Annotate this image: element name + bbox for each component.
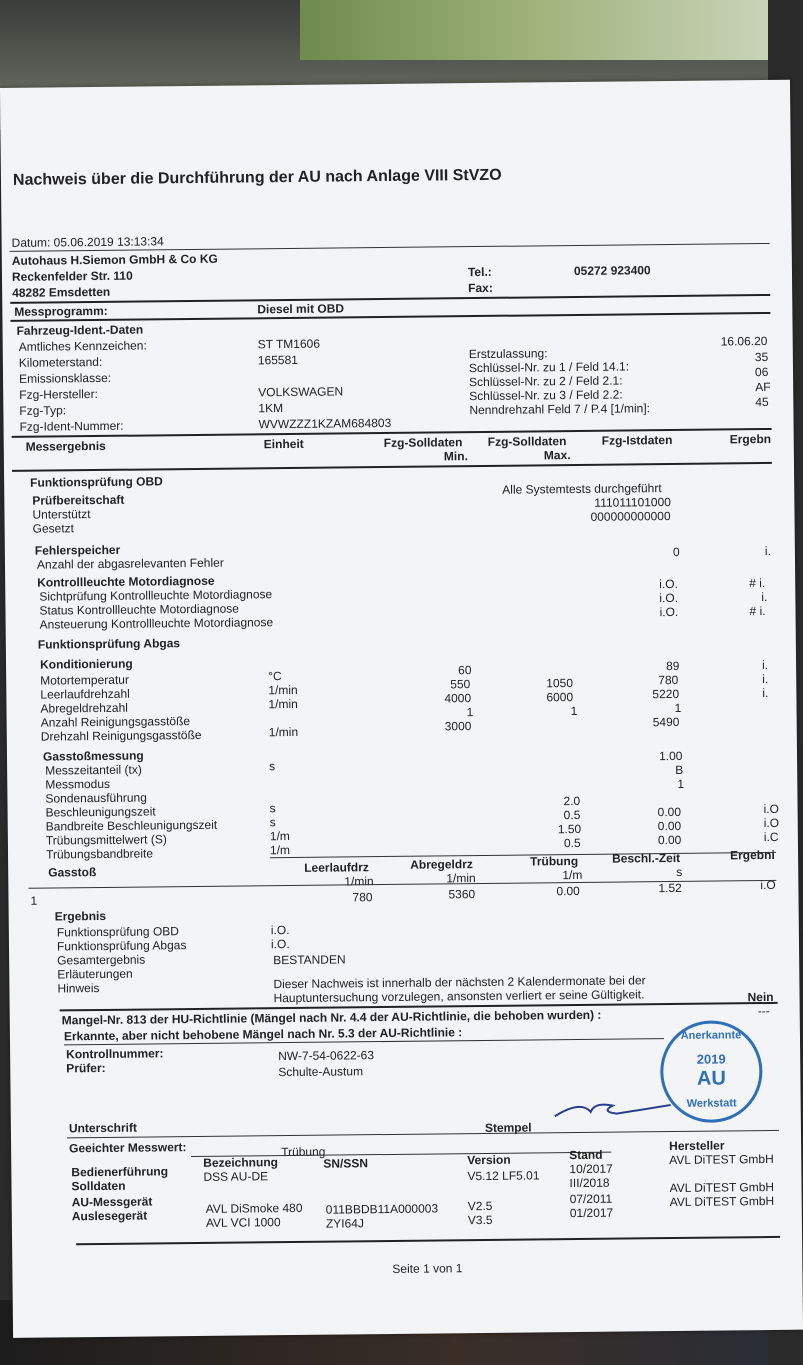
ergebnis-value: i.O.	[270, 923, 290, 938]
vehicle-label: Amtliches Kennzeichen:	[18, 338, 147, 354]
gs-ist: 1	[677, 776, 685, 791]
stamp-bottom-text: Werkstatt	[686, 1097, 737, 1110]
vehicle-label: Fzg-Hersteller:	[19, 386, 98, 402]
firm-street: Reckenfelder Str. 110	[11, 268, 133, 284]
gst-v3: 0.00	[556, 883, 580, 899]
fehlerspeicher-title: Fehlerspeicher	[34, 542, 121, 558]
tel-value: 05272 923400	[573, 263, 651, 278]
tel-label: Tel.:	[467, 264, 492, 280]
ver-value: V3.5	[467, 1212, 493, 1228]
ergebnis-title: Ergebnis	[54, 908, 107, 924]
gs-label: Messmodus	[45, 776, 111, 792]
geraet-row-label: Auslesegerät	[71, 1208, 148, 1224]
stempel-label: Stempel	[484, 1120, 532, 1135]
pruefer-label: Prüfer:	[66, 1060, 106, 1076]
gst-h-beschl: Beschl.-Zeit	[612, 850, 681, 866]
vehicle-right-value: 45	[755, 394, 769, 410]
bez-value: DSS AU-DE	[203, 1169, 269, 1184]
ergebnis-label: Hinweis	[57, 981, 100, 996]
vehicle-right-label: Erstzulassung:	[468, 346, 548, 362]
gesetzt-label: Gesetzt	[32, 521, 75, 536]
vehicle-label: Kilometerstand:	[18, 354, 103, 370]
kl-row-result: # i.	[749, 576, 766, 591]
gs-result: i.O	[763, 801, 780, 817]
hinweis-line-2: Hauptuntersuchung vorzulegen, ansonsten verliert er seine Gültigkeit.	[273, 987, 645, 1006]
unterschrift-label: Unterschrift	[68, 1120, 137, 1136]
gst-v5: i.O	[760, 877, 776, 893]
kond-unit: °C	[268, 669, 282, 684]
au-certificate-sheet	[0, 80, 803, 1338]
document-title: Nachweis über die Durchführung der AU nach Anlage VIII StVZO	[12, 166, 502, 189]
ergebnis-value-gesamt: BESTANDEN	[273, 952, 346, 968]
ergebnis-label: Gesamtergebnis	[57, 952, 146, 968]
kond-ist: 5220	[652, 686, 680, 702]
gs-max: 0.5	[563, 807, 581, 823]
gs-ist: 0.00	[657, 818, 682, 834]
pruef-status: Alle Systemtests durchgeführt	[502, 481, 662, 497]
kontrollleuchte-title: Kontrollleuchte Motordiagnose	[37, 573, 215, 590]
geeicht-label: Geeichter Messwert:	[69, 1140, 187, 1156]
vehicle-right-label: Schlüssel-Nr. zu 2 / Feld 2.1:	[469, 373, 623, 390]
ergebnis-value: i.O.	[270, 937, 290, 952]
gs-ist: 0.00	[657, 804, 682, 820]
gs-label: Trübungsmittelwert (S)	[45, 832, 167, 848]
gs-label: Messzeitanteil (tx)	[45, 762, 142, 778]
kl-row-result: i.	[761, 589, 768, 605]
maengel-line-1-value2: ---	[757, 1003, 770, 1019]
ergebnis-label: Funktionsprüfung OBD	[56, 924, 179, 940]
kond-result: i.	[762, 671, 769, 687]
gasstossmessung-title: Gasstoßmessung	[42, 748, 144, 764]
kontrollnummer-label: Kontrollnummer:	[66, 1046, 164, 1062]
ergebnis-label: Funktionsprüfung Abgas	[56, 938, 187, 954]
stand-value: 10/2017	[569, 1161, 613, 1177]
gs-label: Beschleunigungszeit	[45, 804, 156, 820]
window-view-background	[300, 0, 768, 60]
kl-row-label: Status Kontrollleuchte Motordiagnose	[39, 601, 239, 618]
gst-h-ergebnis: Ergebni	[730, 847, 775, 863]
geraet-row-label: Solldaten	[71, 1178, 126, 1194]
gst-u4: s	[676, 864, 683, 879]
gst-u2: 1/min	[446, 871, 476, 886]
h-version: Version	[467, 1152, 511, 1168]
vehicle-right-label: Nenndrehzahl Feld 7 / P.4 [1/min]:	[469, 401, 651, 418]
divider	[12, 462, 772, 472]
vehicle-value: VOLKSWAGEN	[258, 384, 344, 400]
hersteller-value: AVL DiTEST GmbH	[669, 1151, 774, 1168]
hersteller-value: AVL DiTEST GmbH	[669, 1179, 775, 1196]
col-soll-max: Fzg-Solldaten	[487, 434, 567, 449]
ergebnis-label: Erläuterungen	[57, 966, 133, 982]
col-soll-min: Fzg-Solldaten	[383, 435, 463, 451]
abgas-section-title: Funktionsprüfung Abgas	[37, 636, 181, 652]
vehicle-value: ST TM1606	[257, 336, 321, 352]
kond-ist: 780	[658, 672, 679, 688]
h-sn: SN/SSN	[323, 1156, 369, 1171]
kond-label: Drehzahl Reinigungsgasstöße	[40, 727, 202, 744]
vehicle-right-value: 35	[754, 349, 769, 365]
gs-unit: s	[269, 815, 276, 830]
vehicle-label: Fzg-Ident-Nummer:	[19, 418, 124, 434]
kond-label: Leerlaufdrehzahl	[40, 686, 130, 702]
vehicle-section-title: Fahrzeug-Ident.-Daten	[16, 322, 144, 338]
gs-unit: s	[269, 759, 276, 774]
kond-label: Motortemperatur	[40, 672, 129, 688]
gs-result: i.C	[763, 829, 779, 845]
maengel-line-1: Mangel-Nr. 813 der HU-Richtlinie (Mängel nach Nr. 4.4 der AU-Richtlinie, die behoben wurden) :	[61, 1007, 602, 1028]
gst-v2: 5360	[448, 887, 476, 902]
h-bezeichnung: Bezeichnung	[203, 1155, 279, 1170]
gst-h-truebung: Trübung	[530, 853, 579, 869]
gs-result: i.O	[763, 815, 780, 831]
kond-unit: 1/min	[268, 696, 298, 712]
kl-row-label: Ansteuerung Kontrollleuchte Motordiagnose	[39, 615, 274, 632]
vehicle-right-label: Schlüssel-Nr. zu 3 / Feld 2.2:	[469, 387, 623, 404]
kond-ist: 5490	[652, 714, 680, 730]
gst-h-abregel: Abregeldrz	[410, 857, 473, 872]
bez-value: AVL VCI 1000	[205, 1215, 281, 1230]
kond-ist: 89	[666, 658, 680, 674]
vehicle-value: 1KM	[258, 401, 284, 416]
ver-value: V5.12 LF5.01	[467, 1168, 540, 1184]
kl-row-ist: i.O.	[659, 604, 679, 620]
gs-max: 2.0	[563, 793, 581, 809]
stand-value: 07/2011	[569, 1191, 613, 1207]
stand-value: 01/2017	[569, 1205, 614, 1221]
gs-ist: 1.00	[658, 748, 683, 764]
col-soll-max-sub: Max.	[543, 448, 571, 463]
gst-v4: 1.52	[658, 880, 682, 896]
col-ergebnis: Ergebn	[729, 431, 772, 447]
divider	[76, 1236, 780, 1245]
h-hersteller: Hersteller	[669, 1138, 725, 1154]
divider	[270, 852, 776, 858]
stamp-au: AU	[696, 1067, 726, 1090]
stamp-year: 2019	[696, 1051, 726, 1067]
divider	[10, 312, 770, 322]
gs-label: Trübungsbandbreite	[45, 846, 154, 862]
kontrollnummer-value: NW-7-54-0622-63	[278, 1048, 375, 1064]
kond-unit: 1/min	[268, 724, 299, 740]
stand-value: III/2018	[569, 1175, 610, 1191]
signature	[551, 1091, 691, 1122]
fax-label: Fax:	[468, 280, 493, 296]
firm-city: 48282 Emsdetten	[12, 284, 111, 300]
gs-ist: B	[675, 762, 684, 777]
gesetzt-value: 000000000000	[590, 509, 671, 524]
kond-min: 60	[458, 663, 472, 678]
kond-min: 1	[466, 705, 474, 720]
obd-section-title: Funktionsprüfung OBD	[30, 474, 163, 490]
gs-max: 1.50	[557, 821, 582, 837]
gst-h-leerlauf: Leerlaufdrz	[304, 860, 369, 875]
kl-row-result: # i.	[749, 604, 766, 619]
gs-max: 0.5	[563, 835, 581, 851]
page-number: Seite 1 von 1	[392, 1261, 463, 1276]
vehicle-right-label: Schlüssel-Nr. zu 1 / Feld 14.1:	[468, 359, 630, 376]
fehler-result: i.	[764, 543, 771, 559]
vehicle-right-value: 06	[754, 364, 769, 380]
kond-max: 1050	[546, 676, 574, 691]
vehicle-label: Emissionsklasse:	[18, 370, 112, 386]
col-ist: Fzg-Istdaten	[601, 432, 673, 448]
divider	[10, 294, 770, 304]
kl-row-ist: i.O.	[659, 576, 678, 592]
kond-label: Anzahl Reinigungsgasstöße	[40, 714, 191, 730]
gasstoss-table-label: Gasstoß	[48, 865, 97, 880]
vehicle-value: 165581	[257, 352, 298, 368]
stamp-top-text: Anerkannte	[680, 1029, 742, 1042]
hinweis-line-1: Dieser Nachweis ist innerhalb der nächsten 2 Kalendermonate bei der	[273, 973, 646, 992]
divider	[67, 1130, 779, 1138]
vehicle-label: Fzg-Typ:	[19, 403, 67, 418]
geraet-row-label: AU-Messgerät	[71, 1194, 153, 1210]
bez-value: AVL DiSmoke 480	[205, 1200, 303, 1216]
firm-name: Autohaus H.Siemon GmbH & Co KG	[11, 251, 218, 268]
kond-min: 3000	[444, 719, 472, 734]
fehler-label: Anzahl der abgasrelevanten Fehler	[36, 555, 224, 572]
geraet-row-label: Bedienerführung	[71, 1164, 169, 1180]
gs-ist: 0.00	[657, 832, 682, 848]
gs-label: Bandbreite Beschleunigungszeit	[45, 817, 218, 834]
gst-u3: 1/m	[562, 867, 583, 883]
gs-unit: s	[269, 801, 276, 816]
maengel-line-2: Erkannte, aber nicht behobene Mängel nach Nr. 5.3 der AU-Richtlinie :	[63, 1025, 463, 1044]
vehicle-value: WVWZZZ1KZAM684803	[258, 415, 392, 432]
gs-unit: 1/m	[269, 843, 291, 858]
kl-row-label: Sichtprüfung Kontrollleuchte Motordiagnose	[39, 587, 273, 604]
sn-value: ZYI64J	[325, 1216, 364, 1231]
gst-v1: 780	[352, 890, 373, 905]
pruefer-value: Schulte-Austum	[278, 1064, 364, 1080]
gs-unit: 1/m	[269, 829, 290, 844]
kond-unit: 1/min	[268, 682, 298, 698]
col-messergebnis: Messergebnis	[25, 438, 106, 454]
messprogramm-label: Messprogramm:	[14, 303, 108, 319]
datum: Datum: 05.06.2019 13:13:34	[11, 234, 164, 250]
kl-row-ist: i.O.	[659, 590, 679, 606]
truebung-label: Trübung	[281, 1144, 326, 1160]
unterstuetzt-label: Unterstützt	[32, 507, 91, 522]
konditionierung-title: Konditionierung	[39, 656, 133, 672]
kond-max: 6000	[546, 690, 574, 705]
messprogramm-value: Diesel mit OBD	[257, 301, 345, 317]
maengel-line-1-value: Nein	[747, 989, 774, 1005]
kond-label: Abregeldrehzahl	[40, 700, 128, 716]
kond-min: 550	[450, 677, 471, 692]
sn-value: 011BBDB11A000003	[325, 1201, 439, 1217]
kond-result: i.	[762, 657, 769, 673]
ver-value: V2.5	[467, 1198, 493, 1214]
kond-min: 4000	[444, 691, 472, 706]
hersteller-value: AVL DiTEST GmbH	[669, 1193, 775, 1210]
kond-max: 1	[570, 703, 578, 719]
gst-row-no: 1	[30, 893, 38, 908]
gst-u1: 1/min	[344, 874, 374, 889]
fehler-value: 0	[672, 544, 680, 559]
vehicle-right-value: AF	[755, 379, 771, 395]
col-einheit: Einheit	[263, 436, 304, 452]
h-stand: Stand	[569, 1147, 603, 1163]
kond-result: i.	[762, 685, 769, 701]
unterstuetzt-value: 111011101000	[594, 494, 671, 510]
gs-label: Sondenausführung	[45, 790, 147, 806]
pruefbereitschaft: Prüfbereitschaft	[32, 492, 125, 508]
col-soll-min-sub: Min.	[443, 449, 468, 464]
kond-ist: 1	[674, 700, 682, 715]
erstzulassung-value: 16.06.20	[720, 333, 768, 349]
